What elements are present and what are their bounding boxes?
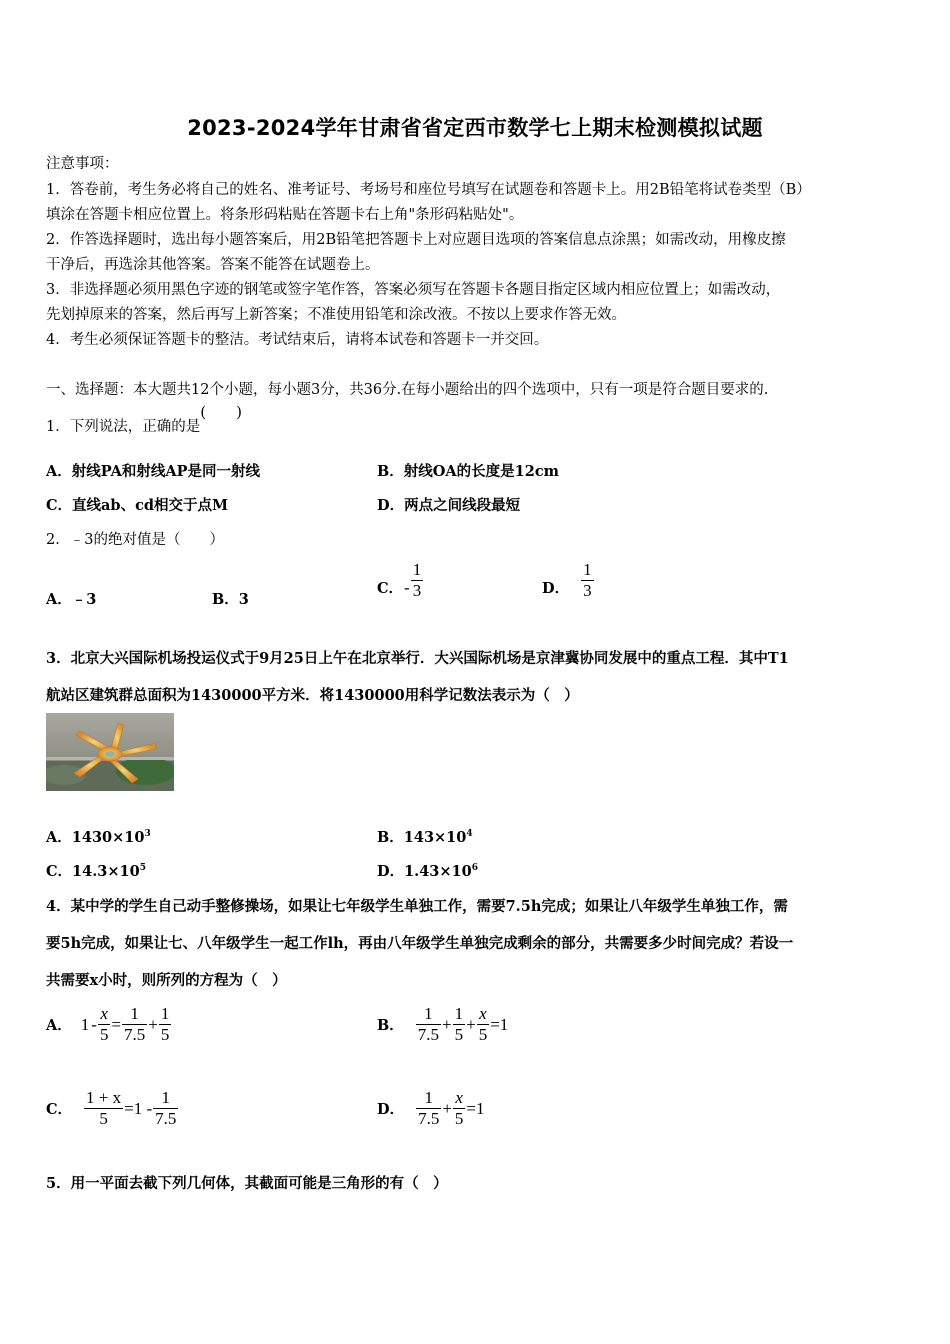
equals-one-minus: =1 - — [124, 1098, 153, 1118]
fraction-denominator: 7.5 — [155, 1109, 177, 1128]
q4-d-label: D． — [377, 1101, 405, 1118]
fraction-denominator: 5 — [454, 1025, 464, 1044]
fraction-denominator: 3 — [412, 581, 422, 600]
fraction-numerator: 1 — [424, 1004, 433, 1023]
notice-heading: 注意事项： — [46, 156, 119, 172]
q2-c-label: C． — [377, 580, 404, 597]
question-4-line: 要5h完成，如果让七、八年级学生一起工作lh，再由八年级学生单独完成剩余的部分，共需要多少时间完成？若设一 — [46, 935, 794, 952]
question-5-stem: 5．用一平面去截下列几何体，其截面可能是三角形的有（ ） — [46, 1175, 448, 1192]
q1-paren: ( ) — [200, 403, 242, 421]
notice-line: 2．作答选择题时，选出每小题答案后，用2B铅笔把答题卡上对应题目选项的答案信息点涂黑；如需改动，用橡皮擦 — [46, 232, 786, 248]
plus-sign: + — [442, 1014, 452, 1034]
notice-line: 填涂在答题卡相应位置上。将条形码粘贴在答题卡右上角"条形码粘贴处"。 — [46, 207, 524, 223]
fraction-numerator: x — [479, 1004, 487, 1023]
fraction-denominator: 7.5 — [418, 1109, 440, 1128]
plus-sign: + — [466, 1014, 476, 1034]
q3-d-label: D． — [377, 863, 405, 880]
q4-option-a — [46, 1004, 171, 1045]
q3-a-exponent: 3 — [144, 829, 151, 840]
equals-one: =1 — [466, 1098, 485, 1118]
fraction — [477, 1004, 490, 1045]
fraction-denominator: 3 — [583, 581, 592, 600]
page-title: 2023-2024学年甘肃省省定西市数学七上期末检测模拟试题 — [187, 116, 763, 140]
plus-sign: + — [442, 1098, 452, 1118]
section-heading: 一、选择题：本大题共12个小题，每小题3分，共36分.在每小题给出的四个选项中，只有一项是符合题目要求的. — [46, 382, 769, 398]
equals-one: =1 — [490, 1014, 509, 1034]
question-4-line: 共需要x小时，则所列的方程为（ ） — [46, 972, 287, 989]
q2-option-a: A．﹣3 — [46, 591, 97, 608]
q3-b-exponent: 4 — [466, 829, 473, 840]
notice-line: 1．答卷前，考生务必将自己的姓名、准考证号、考场号和座位号填写在试题卷和答题卡上。用2B铅笔将试卷类型（B） — [46, 182, 811, 198]
q2-d-label: D． — [542, 580, 570, 597]
q3-option-d — [377, 860, 478, 881]
fraction — [416, 1004, 441, 1045]
q4-a-label: A． — [46, 1017, 72, 1034]
q2-c-sign: - — [404, 577, 410, 597]
question-4-line: 4．某中学的学生自己动手整修操场，如果让七年级学生单独工作，需要7.5h完成；如果让八年级学生单独工作，需 — [46, 898, 788, 915]
notice-line: 先划掉原来的答案，然后再写上新答案；不准使用铅笔和涂改液。不按以上要求作答无效。 — [46, 307, 626, 323]
fraction-denominator: 5 — [99, 1109, 108, 1128]
q2-option-c — [377, 560, 423, 601]
q3-d-base: 1.43×10 — [404, 863, 472, 880]
fraction-numerator: 1 — [424, 1088, 433, 1107]
q4-c-label: C． — [46, 1101, 73, 1118]
q4-option-d — [377, 1088, 486, 1129]
question-2-stem: 2．﹣3的绝对值是（ ） — [46, 532, 224, 548]
minus-sign: - — [91, 1014, 97, 1034]
q3-a-label: A． — [46, 829, 72, 846]
fraction-numerator: 1 — [583, 560, 592, 579]
fraction-denominator: 5 — [99, 1025, 109, 1044]
q2-option-b: B．3 — [212, 591, 249, 608]
q3-b-base: 143×10 — [403, 829, 467, 846]
airport-photo — [46, 713, 174, 791]
fraction-denominator: 5 — [160, 1025, 170, 1044]
q4-b-label: B． — [377, 1017, 404, 1034]
fraction-denominator: 7.5 — [417, 1025, 440, 1044]
q3-d-exponent: 6 — [471, 863, 478, 874]
q3-option-b — [377, 826, 473, 847]
q4-c-equation — [84, 1088, 178, 1129]
q3-option-c — [46, 860, 146, 881]
q1-option-b: B．射线OA的长度是12cm — [377, 463, 559, 480]
q1-option-d: D．两点之间线段最短 — [377, 497, 521, 514]
fraction — [84, 1088, 123, 1129]
q2-option-d — [542, 560, 594, 601]
fraction — [122, 1004, 147, 1045]
fraction-numerator: 1 — [454, 1004, 464, 1023]
q3-c-exponent: 5 — [139, 863, 146, 874]
q4-option-c — [46, 1088, 178, 1129]
fraction — [453, 1088, 466, 1129]
q4-option-b — [377, 1004, 509, 1045]
question-3-line: 航站区建筑群总面积为1430000平方米．将1430000用科学记数法表示为（ ） — [46, 687, 579, 704]
plus-sign: + — [148, 1014, 158, 1034]
notice-line: 4．考生必须保证答题卡的整洁。考试结束后，请将本试卷和答题卡一并交回。 — [46, 332, 549, 348]
fraction-numerator: 1 — [412, 560, 422, 579]
fraction — [153, 1088, 178, 1129]
fraction-numerator: x — [100, 1004, 108, 1023]
q4-b-equation — [416, 1004, 510, 1045]
fraction-numerator: 1 + x — [86, 1088, 122, 1107]
fraction — [98, 1004, 111, 1045]
q2-d-fraction — [581, 560, 594, 601]
fraction-numerator: 1 — [130, 1004, 139, 1023]
fraction — [416, 1088, 441, 1129]
fraction-denominator: 5 — [454, 1109, 464, 1128]
notice-line: 干净后，再选涂其他答案。答案不能答在试题卷上。 — [46, 257, 380, 273]
question-1-stem — [46, 403, 242, 436]
q2-c-fraction — [411, 560, 424, 601]
airport-photo-image — [46, 713, 174, 791]
fraction-numerator: 1 — [160, 1004, 170, 1023]
q1-text: 1．下列说法，正确的是 — [46, 419, 201, 435]
q3-option-a — [46, 826, 151, 847]
term: 1 — [80, 1014, 90, 1034]
q4-a-equation — [80, 1004, 172, 1045]
q1-option-c: C．直线ab、cd相交于点M — [46, 497, 229, 514]
equals-sign: = — [111, 1014, 122, 1034]
q3-a-base: 1430×10 — [71, 829, 145, 846]
q3-c-base: 14.3×10 — [72, 863, 140, 880]
fraction — [453, 1004, 466, 1045]
fraction — [159, 1004, 172, 1045]
fraction-numerator: x — [455, 1088, 463, 1107]
q1-option-a: A．射线PA和射线AP是同一射线 — [46, 463, 261, 480]
fraction-denominator: 7.5 — [124, 1025, 146, 1044]
question-3-line: 3．北京大兴国际机场投运仪式于9月25日上午在北京举行．大兴国际机场是京津冀协同发展中的重点工程．其中T1 — [46, 650, 789, 667]
fraction-denominator: 5 — [478, 1025, 488, 1044]
q3-c-label: C． — [46, 863, 73, 880]
notice-line: 3．非选择题必须用黑色字迹的钢笔或签字笔作答，答案必须写在答题卡各题目指定区域内相应位置上；如需改动， — [46, 282, 781, 298]
fraction-numerator: 1 — [161, 1088, 171, 1107]
q3-b-label: B． — [377, 829, 404, 846]
q4-d-equation — [416, 1088, 485, 1129]
